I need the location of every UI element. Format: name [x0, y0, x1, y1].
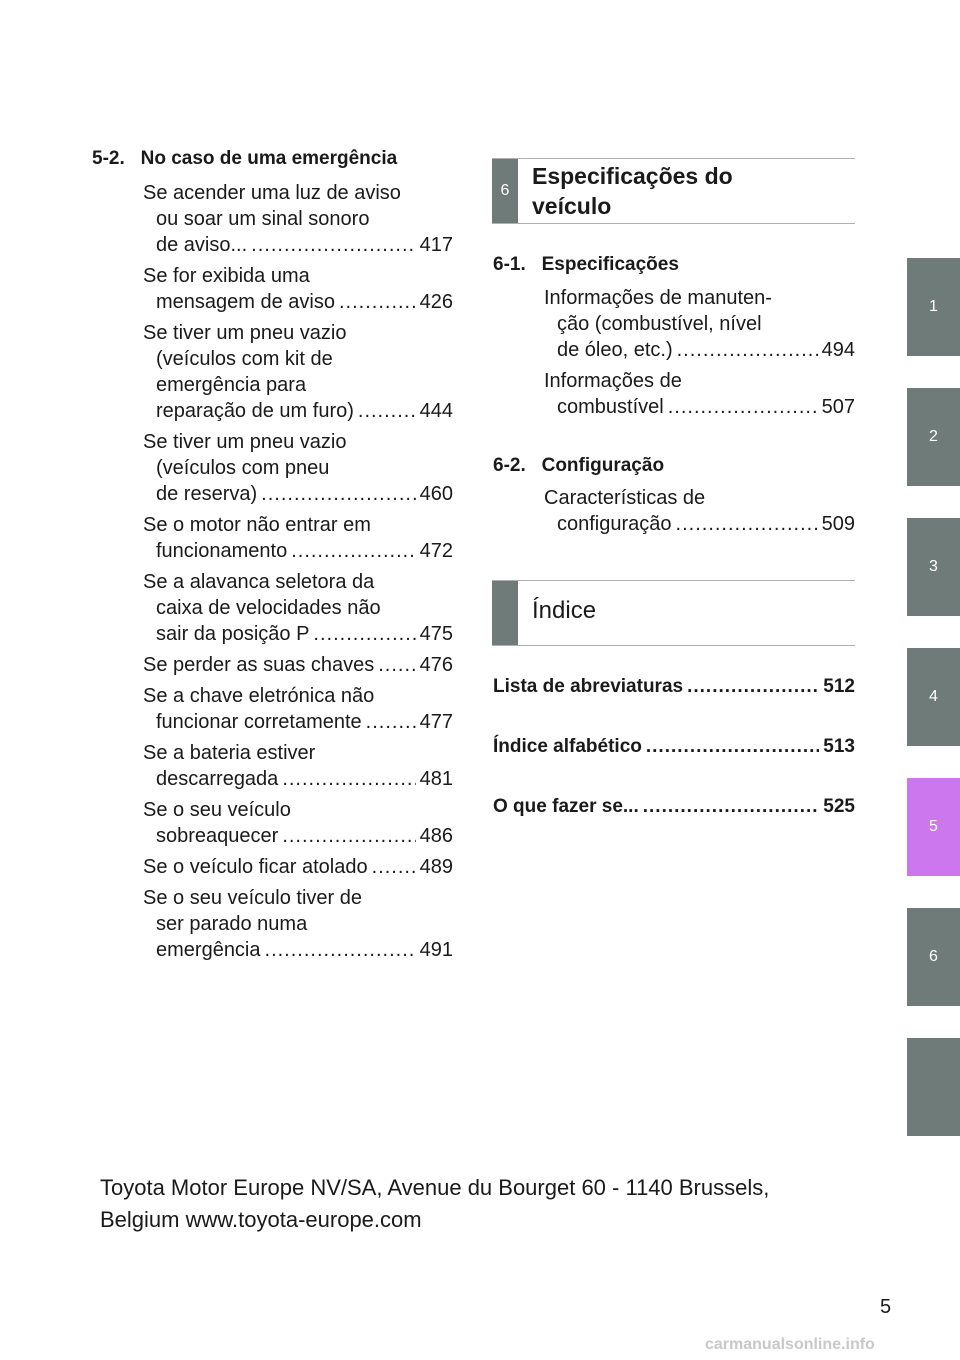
- toc-entry-text: ção (combustível, nível: [557, 313, 762, 335]
- chapter-6-header: [492, 158, 855, 224]
- index-item[interactable]: [493, 676, 855, 698]
- side-tab-1[interactable]: 1: [907, 258, 960, 356]
- dot-leader: [282, 766, 415, 792]
- dot-leader: [261, 481, 415, 507]
- toc-page-number: 426: [419, 291, 453, 313]
- toc-entry-text: funcionar corretamente: [156, 711, 362, 733]
- toc-entry-text: ou soar um sinal sonoro: [156, 208, 370, 230]
- index-title: Índice: [532, 597, 597, 624]
- toc-entry-text: de aviso...: [156, 234, 248, 256]
- toc-entry-text: configuração: [557, 513, 672, 535]
- toc-entry[interactable]: [544, 368, 855, 420]
- dot-leader: [676, 511, 818, 537]
- toc-entry-text: Se o seu veículo tiver de: [143, 887, 363, 909]
- toc-entry-text: Características de: [544, 487, 706, 509]
- section-title-5-2: [92, 148, 397, 170]
- toc-entry-text: reparação de um furo): [156, 400, 354, 422]
- dot-leader: [265, 937, 416, 963]
- side-tab-6[interactable]: 6: [907, 908, 960, 1006]
- section-title-text: No caso de uma emergência: [140, 148, 398, 169]
- toc-entry[interactable]: [143, 683, 453, 735]
- side-tab-blank[interactable]: [907, 1038, 960, 1136]
- side-tab-5[interactable]: 5: [907, 778, 960, 876]
- toc-entry[interactable]: [143, 429, 453, 507]
- toc-entry-text: sobreaquecer: [156, 825, 279, 847]
- toc-entry[interactable]: [143, 263, 453, 315]
- toc-entry-text: Se o veículo ficar atolado: [143, 856, 368, 878]
- index-item[interactable]: [493, 796, 855, 818]
- toc-entry[interactable]: [143, 740, 453, 792]
- toc-entry-text: Se a bateria estiver: [143, 742, 316, 764]
- toc-page-number: 486: [419, 825, 453, 847]
- toc-entry-text: (veículos com kit de: [156, 348, 333, 370]
- toc-entry-text: Informações de: [544, 370, 682, 392]
- section-title-6-1: 6-1. Especificações: [493, 254, 679, 275]
- toc-entry[interactable]: [143, 854, 453, 880]
- toc-entry[interactable]: [143, 797, 453, 849]
- dot-leader: [677, 337, 818, 363]
- toc-entry-text: Se o seu veículo: [143, 799, 291, 821]
- toc-entry[interactable]: [143, 512, 453, 564]
- index-tab: [492, 581, 518, 645]
- toc-entry[interactable]: [143, 652, 453, 678]
- dot-leader: [339, 289, 416, 315]
- toc-entry-text: Se o motor não entrar em: [143, 514, 371, 536]
- toc-entry[interactable]: [143, 320, 453, 424]
- dot-leader: [251, 232, 415, 258]
- index-item[interactable]: [493, 736, 855, 758]
- index-item-label: O que fazer se...: [493, 796, 639, 817]
- index-item-label: Lista de abreviaturas: [493, 676, 684, 697]
- dot-leader: [366, 709, 416, 735]
- toc-entry[interactable]: [143, 180, 453, 258]
- toc-page-number: 507: [821, 396, 855, 418]
- toc-entry-text: caixa de velocidades não: [156, 597, 381, 619]
- chapter-6-tab: 6: [492, 159, 518, 223]
- side-tab-4[interactable]: 4: [907, 648, 960, 746]
- index-header: [492, 580, 855, 646]
- chapter-6-title: Especificações do veículo: [532, 163, 733, 219]
- toc-entry-text: Se acender uma luz de aviso: [143, 182, 401, 204]
- dot-leader: [372, 854, 416, 880]
- watermark: carmanualsonline.info: [705, 1336, 875, 1353]
- toc-entry-text: combustível: [557, 396, 664, 418]
- dot-leader: [643, 796, 820, 818]
- toc-page-number: 491: [419, 939, 453, 961]
- toc-entry[interactable]: [544, 285, 855, 363]
- toc-entry-text: Se a chave eletrónica não: [143, 685, 375, 707]
- toc-entry-text: Se for exibida uma: [143, 265, 310, 287]
- toc-page-number: 489: [419, 856, 453, 878]
- toc-page-number: 494: [821, 339, 855, 361]
- toc-entry-text: mensagem de aviso: [156, 291, 335, 313]
- dot-leader: [687, 676, 819, 698]
- toc-entry[interactable]: [143, 885, 453, 963]
- dot-leader: [282, 823, 415, 849]
- dot-leader: [358, 398, 416, 424]
- toc-entry-text: sair da posição P: [156, 623, 310, 645]
- toc-entry-text: funcionamento: [156, 540, 288, 562]
- side-tab-3[interactable]: 3: [907, 518, 960, 616]
- toc-entry-text: de óleo, etc.): [557, 339, 673, 361]
- toc-page-number: 475: [419, 623, 453, 645]
- dot-leader: [378, 652, 415, 678]
- toc-entry-text: emergência para: [156, 374, 307, 396]
- toc-page-number: 417: [419, 234, 453, 256]
- toc-entry[interactable]: [143, 569, 453, 647]
- dot-leader: [646, 736, 819, 758]
- toc-entry-text: (veículos com pneu: [156, 457, 330, 479]
- toc-entry-text: Se tiver um pneu vazio: [143, 322, 347, 344]
- toc-entry-text: Se tiver um pneu vazio: [143, 431, 347, 453]
- toc-entry-text: de reserva): [156, 483, 258, 505]
- toc-page-number: 476: [419, 654, 453, 676]
- toc-page-number: 444: [419, 400, 453, 422]
- toc-page-number: 481: [419, 768, 453, 790]
- section-number: 5-2.: [92, 148, 125, 169]
- toc-entry[interactable]: [544, 485, 855, 537]
- section-title-6-2: 6-2. Configuração: [493, 455, 665, 476]
- toc-page-number: 509: [821, 513, 855, 535]
- toc-page-number: 472: [419, 540, 453, 562]
- toc-entry-text: Informações de manuten-: [544, 287, 772, 309]
- toc-entry-text: Se a alavanca seletora da: [143, 571, 375, 593]
- toc-entry-text: ser parado numa: [156, 913, 308, 935]
- index-item-label: Índice alfabético: [493, 736, 642, 757]
- index-item-page: 525: [823, 796, 855, 817]
- toc-entry-text: Se perder as suas chaves: [143, 654, 375, 676]
- footer-address: Toyota Motor Europe NV/SA, Avenue du Bourget 60 - 1140 Brussels, Belgium www.toyota-europe.com: [100, 1175, 770, 1232]
- toc-page-number: 477: [419, 711, 453, 733]
- side-tab-2[interactable]: 2: [907, 388, 960, 486]
- page-number: 5: [880, 1296, 892, 1318]
- dot-leader: [668, 394, 818, 420]
- toc-page-number: 460: [419, 483, 453, 505]
- toc-entry-text: emergência: [156, 939, 261, 961]
- dot-leader: [291, 538, 415, 564]
- dot-leader: [313, 621, 415, 647]
- index-item-page: 513: [823, 736, 855, 757]
- toc-entry-text: descarregada: [156, 768, 279, 790]
- index-item-page: 512: [823, 676, 855, 697]
